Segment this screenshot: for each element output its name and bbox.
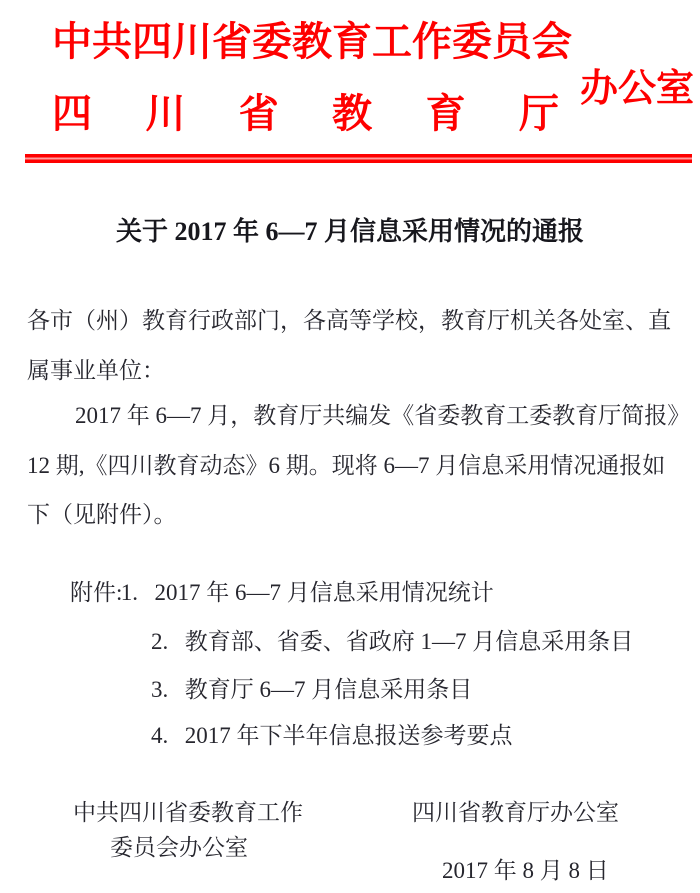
org-line2-char: 育 (425, 91, 466, 136)
salutation-line-2: 属事业单位： (27, 358, 165, 383)
signature-left-line-2: 委员会办公室 (110, 835, 248, 860)
signature-date: 2017 年 8 月 8 日 (442, 858, 609, 883)
attachment-text: 教育厅 6—7 月信息采用条目 (184, 677, 473, 702)
org-line2-char: 川 (145, 91, 186, 136)
attachment-text: 2017 年下半年信息报送参考要点 (184, 723, 513, 748)
org-line2-char: 教 (332, 91, 373, 136)
attachment-item-1 (70, 574, 494, 607)
attachment-item-4 (151, 717, 513, 750)
attachment-text: 2017 年 6—7 月信息采用情况统计 (154, 580, 494, 605)
document-title: 关于 2017 年 6—7 月信息采用情况的通报 (115, 217, 584, 246)
signature-left-line-1: 中共四川省委教育工作 (73, 800, 303, 825)
attachment-number: 3. (151, 677, 169, 702)
attachment-text: 教育部、省委、省政府 1—7 月信息采用条目 (184, 629, 634, 654)
attachment-number: 1. (120, 580, 138, 605)
paragraph-line-1: 2017 年 6—7 月，教育厅共编发《省委教育工委教育厅简报》 (75, 403, 691, 428)
paragraph-line-2: 12 期,《四川教育动态》6 期。现将 6—7 月信息采用情况通报如 (27, 453, 666, 478)
org-line2-char: 四 (52, 91, 92, 136)
letterhead-divider-rule (25, 154, 692, 163)
letterhead-org-line2 (52, 82, 559, 139)
attachment-item-3 (151, 671, 472, 704)
letterhead-office-suffix: 办公室 (580, 68, 695, 110)
org-line2-char: 厅 (518, 91, 559, 136)
attachments-label: 附件: (70, 580, 123, 605)
attachment-number: 4. (151, 723, 169, 748)
salutation-line-1: 各市（州）教育行政部门，各高等学校，教育厅机关各处室、直 (27, 308, 671, 333)
paragraph-line-3: 下（见附件）。 (27, 502, 177, 527)
org-line2-char: 省 (238, 91, 279, 136)
attachment-item-2 (151, 623, 633, 656)
signature-right: 四川省教育厅办公室 (412, 800, 619, 825)
letterhead-org-line1: 中共四川省委教育工作委员会 (52, 19, 572, 64)
attachment-number: 2. (151, 629, 169, 654)
